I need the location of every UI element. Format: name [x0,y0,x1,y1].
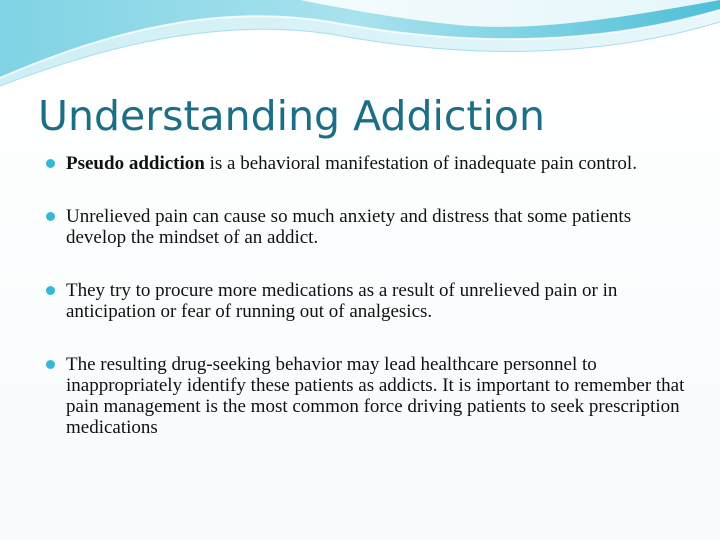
bullet-dot-icon [46,286,55,295]
bullet-text: The resulting drug-seeking behavior may lead healthcare personnel to inappropriately identify these patients as addicts. It is important to remember that pain management is the most common force driving patients to seek prescription medications [66,354,685,438]
header-wave-decoration [0,0,720,90]
bullet-text: Unrelieved pain can cause so much anxiety and distress that some patients develop the mindset of an addict. [66,206,632,248]
bullet-item [46,206,686,248]
bullet-item [46,354,686,438]
bullet-item [46,280,686,322]
bullet-item [46,153,686,174]
bullet-term: Pseudo addiction [66,153,205,174]
bullet-list [46,153,686,470]
bullet-text: is a behavioral manifestation of inadequate pain control. [204,153,637,174]
bullet-text: They try to procure more medications as a result of unrelieved pain or in anticipation or fear of running out of analgesics. [66,280,618,322]
slide-title: Understanding Addiction [38,92,545,140]
bullet-dot-icon [46,360,55,369]
bullet-dot-icon [46,212,55,221]
bullet-dot-icon [46,159,55,168]
